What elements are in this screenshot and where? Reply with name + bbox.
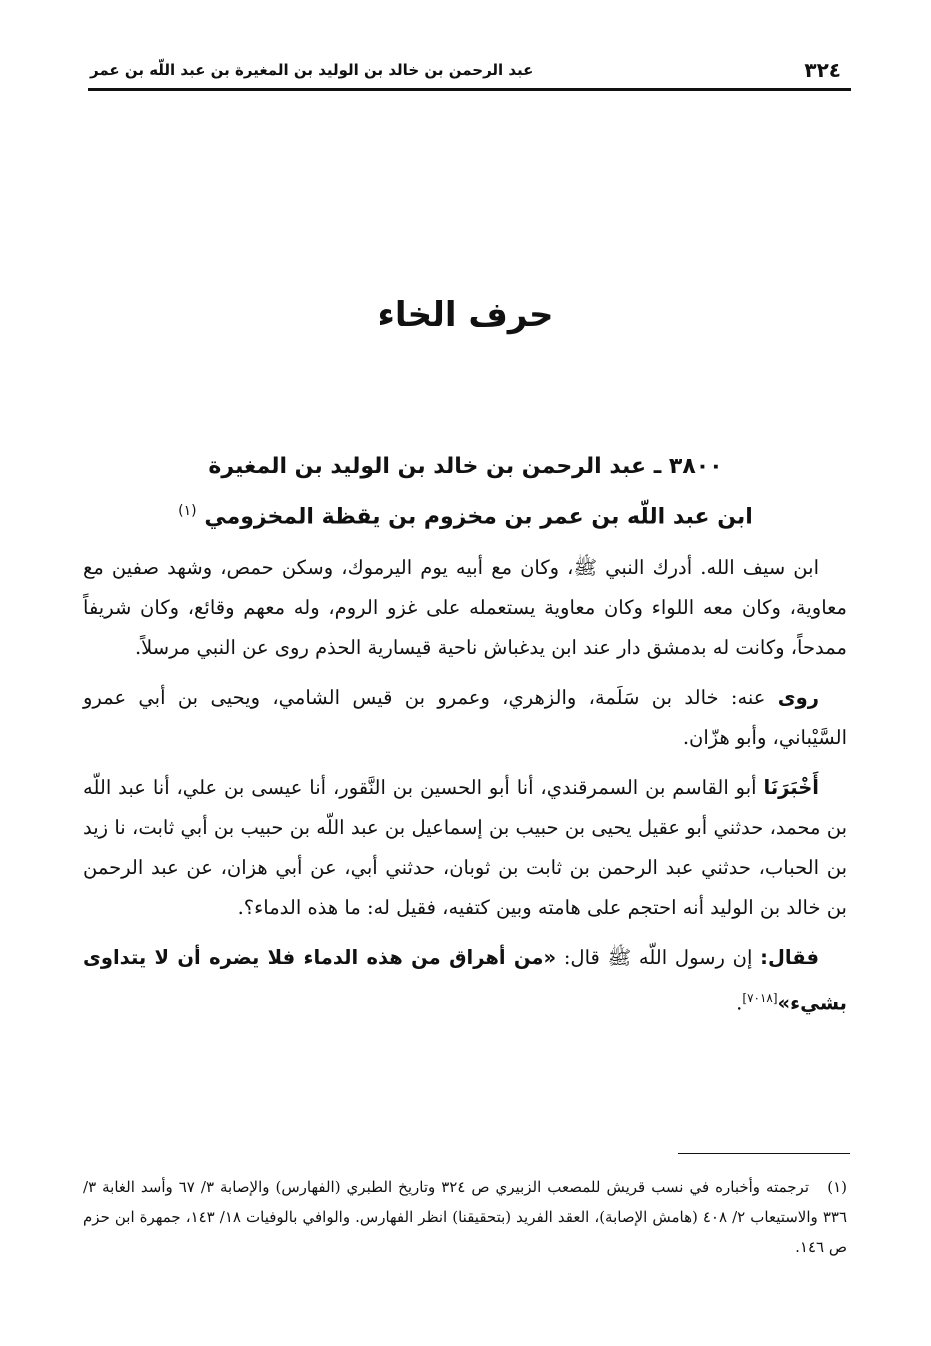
body-text	[83, 548, 847, 1034]
entry-title-line-1: ٣٨٠٠ ـ عبد الرحمن بن خالد بن الوليد بن المغيرة	[208, 454, 723, 479]
hadith-intro: إن رسول اللّه ﷺ قال:	[563, 946, 753, 969]
footnote-ref-1: (١)	[178, 503, 197, 519]
hadith-quote: «من أهراق من هذه الدماء فلا يضره أن لا يتداوى بشيء»	[83, 946, 847, 1015]
paragraph-lead-rawa: روى	[777, 686, 820, 709]
paragraph-biography: ابن سيف الله. أدرك النبي ﷺ، وكان مع أبيه يوم اليرموك، وسكن حمص، وشهد صفين مع معاوية، وكان معه اللواء وكان معاوية يستعمله على غزو الروم، وله معهم وقائع، وكان شريفاً ممدحاً، وكانت له بدمشق دار عند ابن يدغباش ناحية قيسارية الحذم روى عن النبي مرسلاً.	[83, 556, 847, 659]
footnote-text: ترجمته وأخباره في نسب قريش للمصعب الزبيري ص ٣٢٤ وتاريخ الطبري (الفهارس) والإصابة ٣/ ٦٧ وأسد الغابة ٣/ ٣٣٦ والاستيعاب ٢/ ٤٠٨ (هامش الإصابة)، العقد الفريد (بتحقيقنا) انظر الفهارس. والوافي بالوفيات ١٨/ ١٤٣، جمهرة ابن حزم ص ١٤٦.	[83, 1178, 847, 1256]
paragraph-lead-faqal: فقال:	[760, 946, 819, 969]
footnote-divider	[678, 1153, 850, 1154]
paragraph-lead-akhbarana: أَخْبَرَنَا	[763, 776, 819, 799]
paragraph-narrators	[83, 678, 847, 758]
page-number: ٣٢٤	[804, 58, 841, 82]
paragraph-isnad-text: أبو القاسم بن السمرقندي، أنا أبو الحسين بن النَّقور، أنا عيسى بن علي، أنا عبد اللّه بن محمد، حدثني أبو عقيل يحيى بن حبيب بن إسماعيل بن عبد اللّه بن حبيب بن أبي ثابت، نا زيد بن الحباب، حدثني عبد الرحمن بن ثابت بن ثوبان، حدثني أبي، عن أبي هزان، عن عبد الرحمن بن خالد بن الوليد أنه احتجم على هامته وبين كتفيه، فقيل له: ما هذه الدماء؟.	[83, 776, 847, 919]
paragraph-narrators-text: عنه: خالد بن سَلَمة، والزهري، وعمرو بن قيس الشامي، ويحيى بن أبي عمرو السَّيْباني، وأبو هزّان.	[83, 686, 847, 749]
entry-title-line-2-text: ابن عبد اللّه بن عمر بن مخزوم بن يقظة المخزومي	[204, 504, 753, 530]
paragraph-isnad	[83, 768, 847, 928]
footnote-1	[83, 1172, 847, 1262]
entry-heading	[80, 445, 851, 539]
running-title: عبد الرحمن بن خالد بن الوليد بن المغيرة بن عبد اللّه بن عمر	[90, 61, 534, 79]
chapter-title: حرف الخاء	[377, 295, 554, 335]
footnote-number: (١)	[827, 1178, 848, 1196]
paragraph-hadith	[83, 938, 847, 1024]
hadith-reference-number: [٧٠١٨]	[742, 991, 778, 1005]
entry-title-line-2	[80, 489, 851, 539]
hadith-end-mark: .	[736, 991, 743, 1015]
footnotes	[83, 1172, 847, 1262]
running-header	[88, 52, 851, 91]
